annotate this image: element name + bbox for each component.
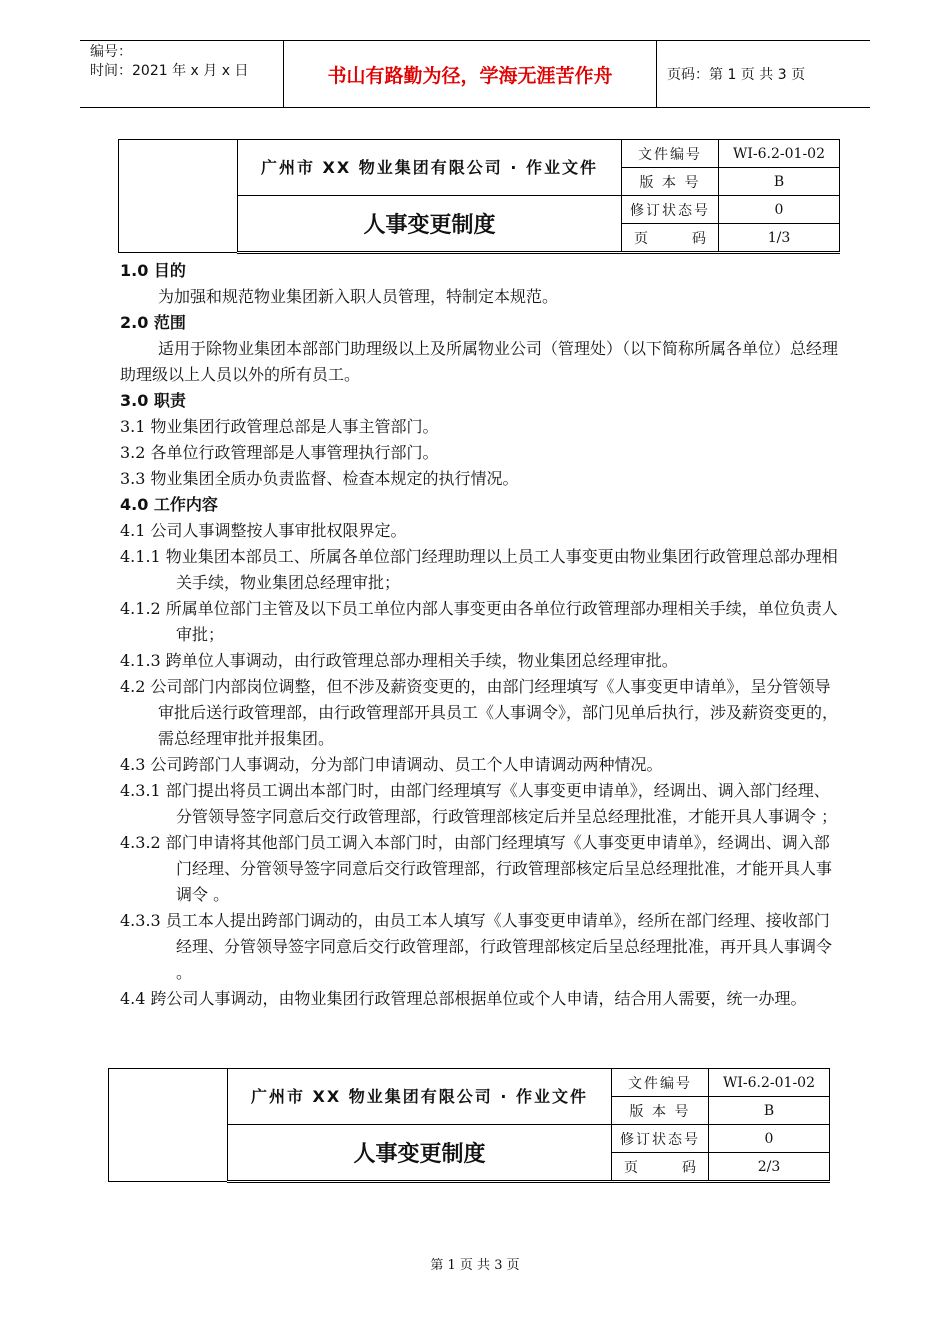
section-heading: 3.0 职责 — [120, 391, 186, 410]
logo-blank-cell — [119, 140, 238, 253]
doc-meta — [80, 41, 284, 107]
file-number-value: WI-6.2-01-02 — [719, 140, 840, 168]
revision-value: 0 — [709, 1125, 830, 1153]
section-heading: 4.0 工作内容 — [120, 495, 218, 514]
paragraph: 适用于除物业集团本部部门助理级以上及所属物业公司（管理处）（以下简称所属各单位）总经理助理级以上人员以外的所有员工。 — [120, 339, 839, 384]
page-value: 2/3 — [709, 1153, 830, 1182]
version-label: 版 本 号 — [612, 1097, 709, 1125]
paragraph: 4.4 跨公司人事调动，由物业集团行政管理总部根据单位或个人申请，结合用人需要，统一办理。 — [120, 989, 807, 1008]
logo-blank-cell — [109, 1069, 228, 1182]
paragraph: 3.2 各单位行政管理部是人事管理执行部门。 — [120, 443, 439, 462]
revision-label: 修订状态号 — [622, 196, 719, 224]
document-title: 人事变更制度 — [238, 196, 622, 253]
revision-value: 0 — [719, 196, 840, 224]
paragraph: 4.2 公司部门内部岗位调整，但不涉及薪资变更的，由部门经理填写《人事变更申请单》，呈分管领导审批后送行政管理部，由行政管理部开具员工《人事调令》，部门见单后执行，涉及薪资变更的，需总经理审批并报集团。 — [120, 677, 839, 748]
company-name: 广州市 XX 物业集团有限公司 · 作业文件 — [238, 140, 622, 196]
paragraph: 4.3.2 部门申请将其他部门员工调入本部门时，由部门经理填写《人事变更申请单》，经调出、调入部门经理、分管领导签字同意后交行政管理部，行政管理部核定后呈总经理批准，才能开具人事调令 。 — [120, 833, 833, 904]
section-heading: 2.0 范围 — [120, 313, 186, 332]
paragraph: 4.1.3 跨单位人事调动，由行政管理总部办理相关手续，物业集团总经理审批。 — [120, 651, 678, 670]
page-label: 页 码 — [622, 224, 719, 253]
page-info: 页码：第 1 页 共 3 页 — [667, 67, 806, 83]
section-heading: 1.0 目的 — [120, 261, 186, 280]
paragraph: 4.3.3 员工本人提出跨部门调动的，由员工本人填写《人事变更申请单》，经所在部门经理、接收部门经理、分管领导签字同意后交行政管理部，行政管理部核定后呈总经理批准，再开具人事调令 。 — [120, 911, 833, 982]
file-number-label: 文件编号 — [612, 1069, 709, 1097]
motto: 书山有路勤为径，学海无涯苦作舟 — [284, 41, 657, 107]
company-name: 广州市 XX 物业集团有限公司 · 作业文件 — [228, 1069, 612, 1125]
page-label: 页 码 — [612, 1153, 709, 1182]
paragraph: 4.3.1 部门提出将员工调出本部门时，由部门经理填写《人事变更申请单》，经调出、调入部门经理、分管领导签字同意后交行政管理部，行政管理部核定后并呈总经理批准，才能开具人事调令 ； — [120, 781, 838, 826]
file-number-label: 文件编号 — [622, 140, 719, 168]
document-title: 人事变更制度 — [228, 1125, 612, 1182]
page-value: 1/3 — [719, 224, 840, 253]
code-label: 编号： — [90, 44, 132, 60]
version-value: B — [719, 168, 840, 196]
paragraph: 4.3 公司跨部门人事调动，分为部门申请调动、员工个人申请调动两种情况。 — [120, 755, 663, 774]
file-number-value: WI-6.2-01-02 — [709, 1069, 830, 1097]
paragraph: 3.1 物业集团行政管理总部是人事主管部门。 — [120, 417, 439, 436]
revision-label: 修订状态号 — [612, 1125, 709, 1153]
page-top-strip — [80, 40, 870, 108]
version-label: 版 本 号 — [622, 168, 719, 196]
document-body — [120, 258, 840, 1012]
paragraph: 为加强和规范物业集团新入职人员管理，特制定本规范。 — [158, 287, 559, 306]
page-footer: 第 1 页 共 3 页 — [430, 1258, 520, 1273]
paragraph: 4.1.1 物业集团本部员工、所属各单位部门经理助理以上员工人事变更由物业集团行政管理总部办理相关手续，物业集团总经理审批； — [120, 547, 838, 592]
doc-header-table-1 — [118, 139, 840, 254]
paragraph: 4.1 公司人事调整按人事审批权限界定。 — [120, 521, 407, 540]
date-label: 时间：2021 年 x 月 x 日 — [90, 63, 249, 79]
paragraph: 4.1.2 所属单位部门主管及以下员工单位内部人事变更由各单位行政管理部办理相关手续，单位负责人审批； — [120, 599, 838, 644]
doc-header-table-2 — [108, 1068, 830, 1183]
version-value: B — [709, 1097, 830, 1125]
paragraph: 3.3 物业集团全质办负责监督、检查本规定的执行情况。 — [120, 469, 519, 488]
